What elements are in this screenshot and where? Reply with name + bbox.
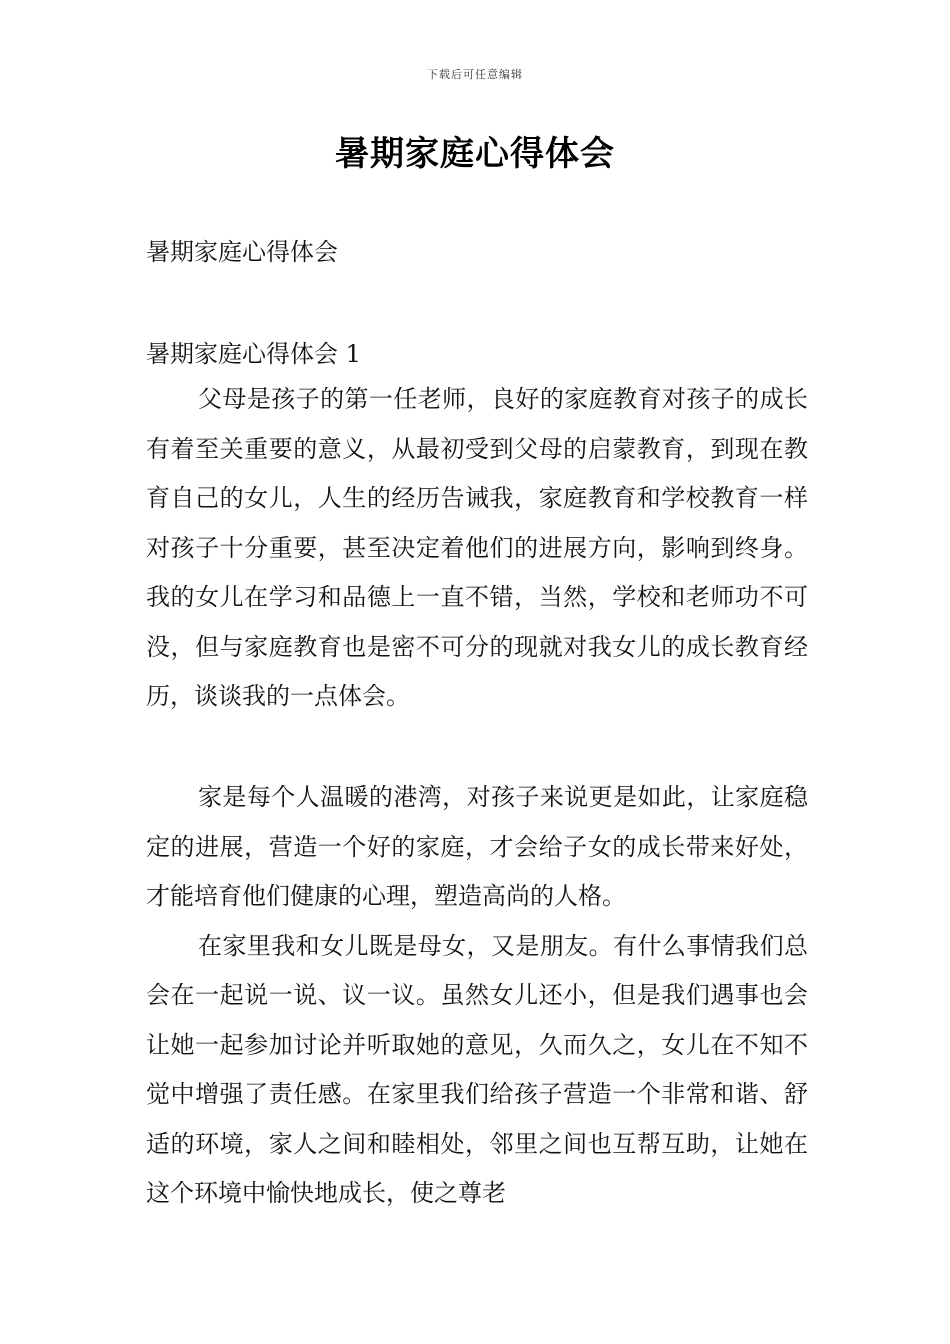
body-paragraph: 父母是孩子的第一任老师，良好的家庭教育对孩子的成长有着至关重要的意义，从最初受到父母的启蒙教育，到现在教育自己的女儿，人生的经历告诫我，家庭教育和学校教育一样对孩子十分重要，甚至决定着他们的进展方向，影响到终身。我的女儿在学习和品德上一直不错，当然，学校和老师功不可没，但与家庭教育也是密不可分的现就对我女儿的成长教育经历，谈谈我的一点体会。 — [146, 385, 808, 710]
section-heading: 暑期家庭心得体会 1 — [146, 340, 361, 368]
body-paragraph: 在家里我和女儿既是母女，又是朋友。有什么事情我们总会在一起说一说、议一议。虽然女儿还小，但是我们遇事也会让她一起参加讨论并听取她的意见，久而久之，女儿在不知不觉中增强了责任感。在家里我们给孩子营造一个非常和谐、舒适的环境，家人之间和睦相处，邻里之间也互帮互助，让她在这个环境中愉快地成长，使之尊老 — [146, 931, 808, 1207]
paragraph-block-2 — [146, 773, 808, 1219]
document-title: 暑期家庭心得体会 — [335, 134, 615, 174]
header-note: 下载后可任意编辑 — [427, 68, 523, 81]
paragraph-block-1 — [146, 375, 808, 722]
body-paragraph: 家是每个人温暖的港湾，对孩子来说更是如此，让家庭稳定的进展，营造一个好的家庭，才会给子女的成长带来好处，才能培育他们健康的心理，塑造高尚的人格。 — [146, 783, 808, 910]
document-subtitle: 暑期家庭心得体会 — [146, 238, 338, 266]
